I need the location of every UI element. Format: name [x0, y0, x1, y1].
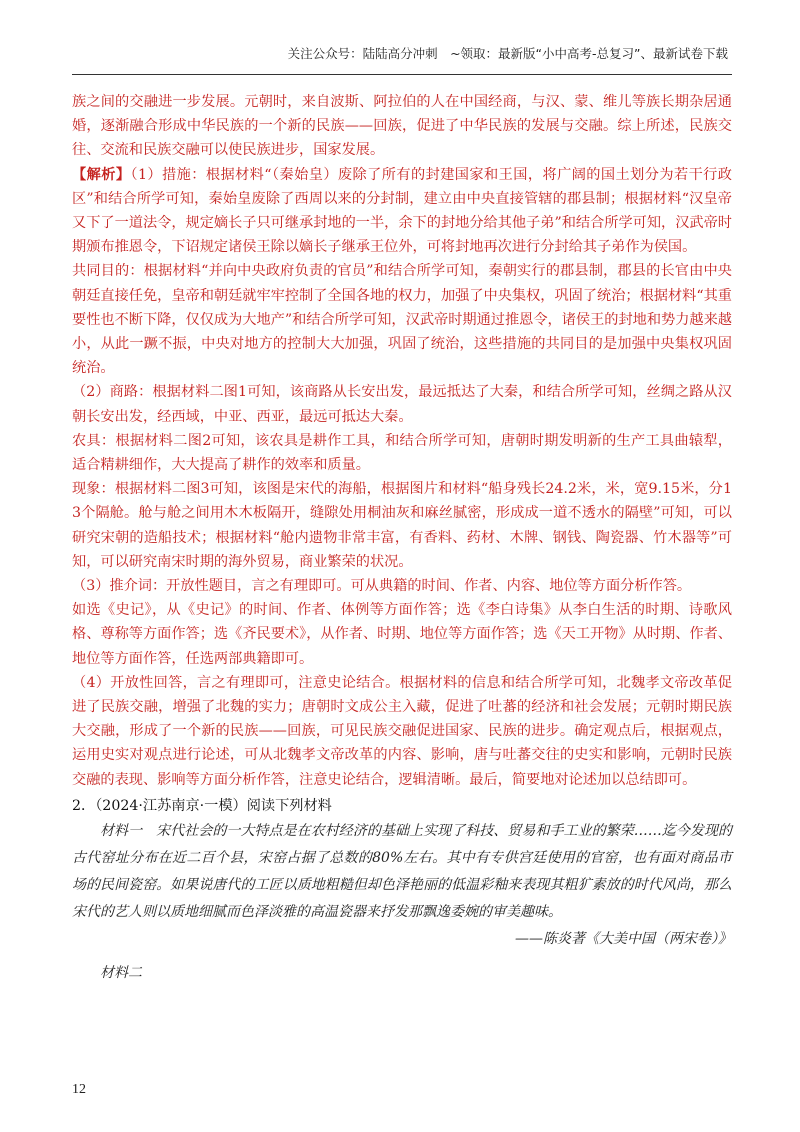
- header-divider: [72, 74, 732, 75]
- material-1-source: ——陈炎著《大美中国（两宋卷）》: [515, 931, 732, 948]
- analysis-paragraph-3: （2）商路：根据材料二图1可知，该商路从长安出发，最远抵达了大秦，和结合所学可知，丝绸之路从汉朝长安出发，经西域，中亚、西亚，最远可抵达大秦。: [72, 384, 732, 425]
- analysis-paragraph-8: （4）开放性回答，言之有理即可，注意史论结合。根据材料的信息和结合所学可知，北魏孝文帝改革促进了民族交融，增强了北魏的实力；唐朝时文成公主入藏，促进了吐蕃的经济和社会发展；元朝时期民族大交融，形成了一个新的民族——回族，可见民族交融促进国家、民族的进步。确定观点后，根据观点，运用史实对观点进行论述，可从北魏孝文帝改革的内容、影响，唐与吐蕃交往的史实和影响，元朝时民族交融的表现、影响等方面分析作答，注意史论结合，逻辑清晰。最后，简要地对论述加以总结即可。: [72, 674, 732, 788]
- page-header: 关注公众号：陆陆高分冲刺 ~领取：最新版“小中高考-总复习”、最新试卷下载: [287, 46, 728, 61]
- material-2-label: 材料二: [100, 965, 142, 982]
- page-number: 12: [72, 1082, 86, 1097]
- analysis-paragraph-6: （3）推介词：开放性题目，言之有理即可。可从典籍的时间、作者、内容、地位等方面分析作答。: [72, 578, 692, 595]
- analysis-paragraph-2: 共同目的：根据材料“并向中央政府负责的官员”和结合所学可知，秦朝实行的郡县制，郡县的长官由中央朝廷直接任免，皇帝和朝廷就牢牢控制了全国各地的权力，加强了中央集权，巩固了统治；根据材料“其重要性也不断下降，仅仅成为大地产”和结合所学可知，汉武帝时期通过推恩令，诸侯王的封地和势力越来越小，从此一蹶不振，中央对地方的控制大大加强，巩固了统治，这些措施的共同目的是加强中央集权巩固统治。: [72, 263, 732, 377]
- question-2-title: 2．（2024·江苏南京·一模）阅读下列材料: [72, 797, 332, 814]
- analysis-paragraph-4: 农具：根据材料二图2可知，该农具是耕作工具，和结合所学可知，唐朝时期发明新的生产工具曲辕犁，适合精耕细作，大大提高了耕作的效率和质量。: [72, 432, 732, 474]
- analysis-paragraph-5: 现象：根据材料二图3可知，该图是宋代的海船，根据图片和材料“船身残长24.2米，米，宽9.15米，分13个隔舱。舱与舱之间用木木板隔开，缝隙处用桐油灰和麻丝腻密，形成成一道不透水的隔壁”可知，可以研究宋朝的造船技术；根据材料“舱内遗物非常丰富，有香料、药材、木牌、钢钱、陶瓷器、竹木器等”可知，可以研究南宋时期的海外贸易，商业繁荣的状况。: [72, 481, 732, 570]
- analysis-paragraph-7: 如选《史记》，从《史记》的时间、作者、体例等方面作答；选《李白诗集》从李白生活的时期、诗歌风格、尊称等方面作答；选《齐民要术》，从作者、时期、地位等方面作答；选《天工开物》从时期、作者、地位等方面作答，任选两部典籍即可。: [72, 602, 732, 667]
- material-1-text: 材料一 宋代社会的一大特点是在农村经济的基础上实现了科技、贸易和手工业的繁荣……迄今发现的古代窑址分布在近二百个县，宋窑占据了总数的80%左右。其中有专供宫廷使用的官窑，也有面对商品市场的民间瓷窑。如果说唐代的工匠以质地粗糙但却色泽艳丽的低温彩釉来表现其粗犷素放的时代风尚，那么宋代的艺人则以质地细腻而色泽淡雅的高温瓷器来抒发那飘逸委婉的审美趣味。: [72, 823, 732, 921]
- analysis-p1-text: （1）措施：根据材料“（秦始皇）废除了所有的封建国家和王国，将广阔的国土划分为若干行政区”和结合所学可知，秦始皇废除了西周以来的分封制，建立由中央直接管辖的郡县制；根据材料“汉皇帝又下了一道法令，规定嫡长子只可继承封地的一半，余下的封地分给其他子弟”和结合所学可知，汉武帝时期颁布推恩令，下诏规定诸侯王除以嫡长子继承王位外，可将封地再次进行分封给其子弟作为侯国。: [72, 166, 732, 256]
- analysis-paragraph-1: [72, 163, 732, 260]
- analysis-tag: 【解析】: [72, 166, 131, 183]
- page-content: [72, 90, 732, 982]
- answer-intro: 族之间的交融进一步发展。元朝时，来自波斯、阿拉伯的人在中国经商，与汉、蒙、维儿等族长期杂居通婚，逐渐融合形成中华民族的一个新的民族——回族，促进了中华民族的发展与交融。综上所述，民族交往、交流和民族交融可以使民族进步，国家发展。: [72, 94, 732, 159]
